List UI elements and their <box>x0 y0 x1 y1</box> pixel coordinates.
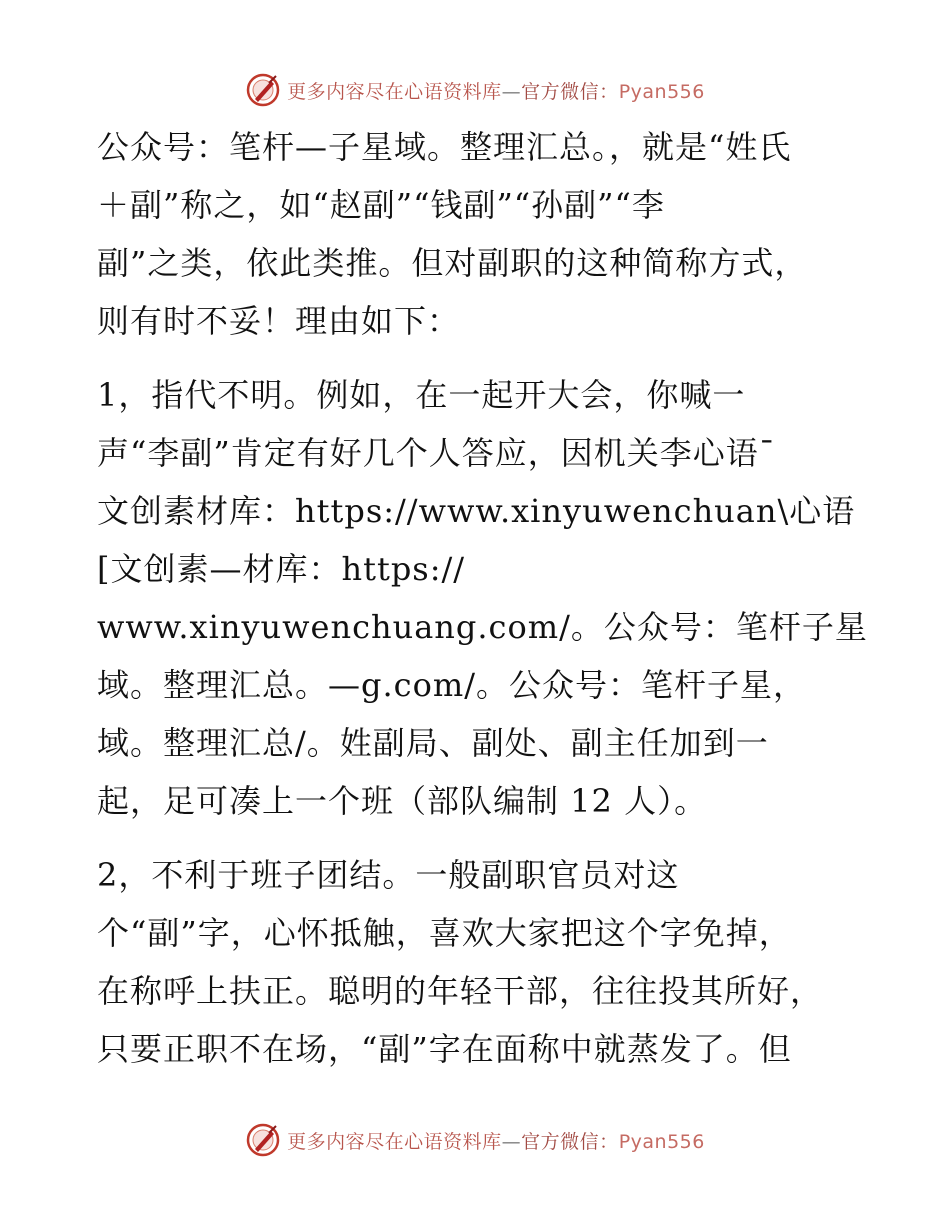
footer-banner-title: 更多内容尽在心语资料库 <box>287 1130 502 1153</box>
brush-logo-icon <box>245 72 281 108</box>
paragraph-point-1 <box>97 366 868 830</box>
header-watermark-banner <box>0 68 950 112</box>
text-line: 域。整理汇总。—g.com/。公众号：笔杆子星， <box>97 666 806 704</box>
paragraph-intro <box>97 118 857 350</box>
text-line: 个“副”字，心怀抵触，喜欢大家把这个字免掉， <box>97 914 792 952</box>
footer-banner-separator: — <box>501 1130 522 1153</box>
text-line: 在称呼上扶正。聪明的年轻干部，往往投其所好， <box>97 972 824 1010</box>
text-line: 公众号：笔杆—子星域。整理汇总。，就是“姓氏 <box>97 128 792 166</box>
text-line: 则有时不妥！理由如下： <box>97 302 461 340</box>
header-wechat-id: Pyan556 <box>618 80 705 103</box>
text-line: 声“李副”肯定有好几个人答应，因机关李心语¯ <box>97 434 776 472</box>
footer-wechat-id: Pyan556 <box>618 1130 705 1153</box>
footer-banner-text <box>287 1127 705 1154</box>
paragraph-spacer <box>97 350 857 366</box>
header-wechat-label: 官方微信： <box>521 80 619 103</box>
text-line: 只要正职不在场，“副”字在面称中就蒸发了。但 <box>97 1030 792 1068</box>
paragraph-point-2 <box>97 846 857 1078</box>
text-line: [文创素—材库：https:// <box>97 550 466 588</box>
paragraph-spacer <box>97 830 857 846</box>
brush-logo-icon <box>245 1122 281 1158</box>
document-body <box>97 118 868 1078</box>
text-line: 文创素材库：https://www.xinyuwenchuan\心语 <box>97 492 856 530</box>
text-line: 2，不利于班子团结。一般副职官员对这 <box>97 856 680 894</box>
text-line: ＋副”称之，如“赵副”“钱副”“孙副”“李 <box>97 186 665 224</box>
header-banner-title: 更多内容尽在心语资料库 <box>287 80 502 103</box>
text-line: www.xinyuwenchuang.com/。公众号：笔杆子星 <box>97 608 868 646</box>
text-line: 1，指代不明。例如，在一起开大会，你喊一 <box>97 376 746 414</box>
header-banner-separator: — <box>501 80 522 103</box>
footer-watermark-banner <box>0 1118 950 1162</box>
text-line: 副”之类，依此类推。但对副职的这种简称方式， <box>97 244 808 282</box>
text-line: 域。整理汇总/。姓副局、副处、副主任加到一 <box>97 724 769 762</box>
header-banner-text <box>287 77 705 104</box>
text-line: 起，足可凑上一个班（部队编制 12 人）。 <box>97 782 708 820</box>
footer-wechat-label: 官方微信： <box>521 1130 619 1153</box>
